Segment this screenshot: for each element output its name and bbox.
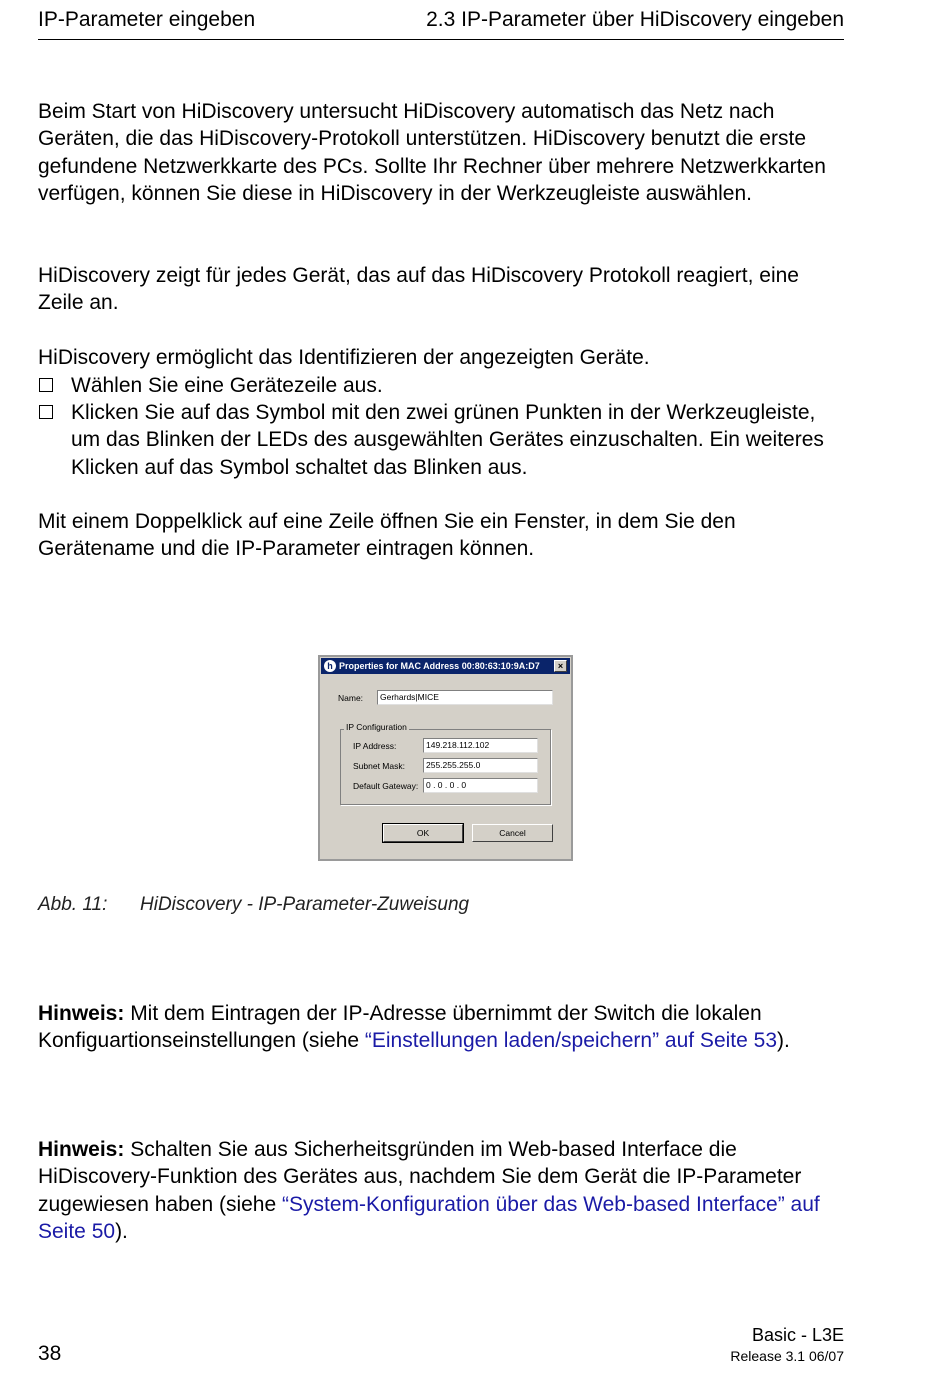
header-left: IP-Parameter eingeben (38, 8, 256, 31)
bullet-select-row (38, 372, 844, 399)
note-label: Hinweis: (38, 1002, 125, 1025)
ip-configuration-label: IP Configuration (346, 722, 407, 732)
figure-number: Abb. 11: (38, 894, 108, 915)
ip-address-field[interactable]: 149.218.112.102 (423, 738, 538, 753)
name-field[interactable]: Gerhards|MICE (377, 690, 553, 705)
footer-release: Release 3.1 06/07 (730, 1348, 844, 1364)
dialog-title: Properties for MAC Address 00:80:63:10:9A:D7 (339, 661, 540, 671)
paragraph-device-lines: HiDiscovery zeigt für jedes Gerät, das auf das HiDiscovery Protokoll reagiert, eine Zeile an. (38, 264, 799, 315)
note-end: ). (115, 1220, 128, 1244)
bullet-text: Klicken Sie auf das Symbol mit den zwei grünen Punkten in der Werkzeugleiste, um das Blinken der LEDs des ausgewählten Gerätes einzuschalten. Ein weiteres Klicken auf das Symbol schaltet das Blinken aus. (71, 401, 824, 479)
properties-dialog (318, 655, 573, 861)
figure-caption: HiDiscovery - IP-Parameter-Zuweisung (140, 894, 470, 915)
footer-product: Basic - L3E (751, 1325, 844, 1345)
paragraph-doubleclick: Mit einem Doppelklick auf eine Zeile öffnen Sie ein Fenster, in dem Sie den Gerätename und die IP-Parameter eintragen können. (38, 510, 736, 561)
note-security (38, 1136, 844, 1246)
note-ip-config (38, 1000, 844, 1055)
ip-address-label: IP Address: (353, 741, 397, 751)
paragraph-intro: Beim Start von HiDiscovery untersucht HiDiscovery automatisch das Netz nach Geräten, die das HiDiscovery-Protokoll unterstützen. HiDiscovery benutzt die erste gefundene Netzwerkkarte des PCs. Sollte Ihr Rechner über mehrere Netzwerkkarten verfügen, können Sie diese in HiDiscovery in der Werkzeugleiste auswählen. (38, 100, 826, 206)
page-number: 38 (38, 1342, 62, 1365)
bullet-text: Wählen Sie eine Gerätezeile aus. (71, 374, 383, 397)
link-settings-load-save[interactable]: “Einstellungen laden/speichern” auf Seite 53 (364, 1029, 777, 1053)
note-text: Schalten Sie aus Sicherheitsgründen im Web-based Interface die HiDiscovery-Funktion des Gerätes aus, nachdem Sie dem Gerät die IP-Parameter zugewiesen haben (siehe (38, 1138, 802, 1216)
subnet-mask-field[interactable]: 255.255.255.0 (423, 758, 538, 773)
subnet-mask-label: Subnet Mask: (353, 761, 405, 771)
close-button[interactable]: × (554, 660, 567, 672)
checkbox-bullet-icon (39, 378, 53, 392)
cancel-button[interactable]: Cancel (472, 824, 553, 842)
dialog-titlebar (321, 658, 570, 674)
paragraph-identify: HiDiscovery ermöglicht das Identifizieren der angezeigten Geräte. (38, 346, 650, 369)
bullet-blink-leds (38, 399, 844, 481)
default-gateway-label: Default Gateway: (353, 781, 419, 791)
note-text: Mit dem Eintragen der IP-Adresse übernimmt der Switch die lokalen Konfiguartionseinstellungen (siehe (38, 1002, 762, 1053)
header-right: 2.3 IP-Parameter über HiDiscovery eingeben (426, 8, 844, 31)
checkbox-bullet-icon (39, 405, 53, 419)
name-label: Name: (338, 693, 364, 703)
note-end: ). (777, 1029, 790, 1053)
link-system-config-web[interactable]: “System-Konfiguration über das Web-based Interface” auf Seite 50 (38, 1192, 820, 1244)
header-rule (38, 39, 844, 40)
hirschmann-app-icon: h (324, 660, 336, 672)
note-label: Hinweis: (38, 1138, 125, 1161)
default-gateway-field[interactable]: 0 . 0 . 0 . 0 (423, 778, 538, 793)
ok-button[interactable]: OK (383, 824, 463, 842)
